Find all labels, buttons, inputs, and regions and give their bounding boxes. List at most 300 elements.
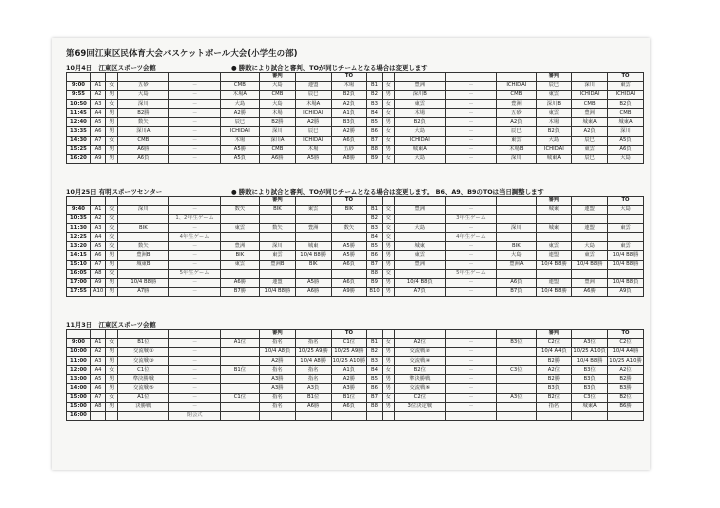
- table-cell: B2負: [536, 127, 572, 136]
- table-cell: A2勝: [295, 118, 331, 127]
- table-cell: B7負: [497, 287, 536, 296]
- table-cell: [445, 411, 496, 420]
- table-cell: CMB: [497, 91, 536, 100]
- schedule-section-nov3: [66, 319, 644, 421]
- table-cell: 東雲: [536, 91, 572, 100]
- table-row: [67, 127, 644, 136]
- table-cell: 女: [382, 366, 394, 375]
- table-cell: B2位: [536, 393, 572, 402]
- table-cell: －: [445, 348, 496, 357]
- section-date: 11月3日 江東区スポーツ会館: [66, 321, 156, 329]
- table-cell: A6勝: [295, 402, 331, 411]
- table-cell: [331, 411, 367, 420]
- table-cell: 10/25 A10勝: [331, 357, 367, 366]
- header-cell: [367, 197, 382, 206]
- table-cell: －: [169, 242, 220, 251]
- table-header-row: [67, 73, 644, 82]
- header-cell: [106, 73, 118, 82]
- table-cell: 男: [382, 357, 394, 366]
- table-cell: [497, 384, 536, 393]
- header-cell: [497, 197, 536, 206]
- table-cell: C1位: [118, 366, 169, 375]
- table-cell: 準決勝戦: [394, 375, 445, 384]
- table-cell: B2: [367, 215, 382, 224]
- table-cell: ICHIDAI: [536, 145, 572, 154]
- table-cell: [260, 233, 296, 242]
- table-cell: [394, 215, 445, 224]
- table-cell: 準決勝戦: [118, 375, 169, 384]
- table-cell: 豊洲: [394, 82, 445, 91]
- table-cell: 城東A: [536, 154, 572, 163]
- table-cell: 木場: [295, 145, 331, 154]
- table-cell: －: [169, 348, 220, 357]
- table-cell: [118, 215, 169, 224]
- table-cell: 交: [382, 224, 394, 233]
- table-cell: 11:00: [67, 357, 91, 366]
- header-cell: [367, 330, 382, 339]
- table-cell: 男: [106, 348, 118, 357]
- table-cell: B9: [367, 278, 382, 287]
- table-cell: A9: [90, 154, 105, 163]
- header-cell: [106, 330, 118, 339]
- table-cell: 東雲: [220, 260, 259, 269]
- table-cell: 交流戦③: [118, 357, 169, 366]
- table-cell: 閉会式: [169, 411, 220, 420]
- table-cell: BIK: [497, 242, 536, 251]
- table-cell: A5: [90, 375, 105, 384]
- table-cell: 連盟: [536, 278, 572, 287]
- table-cell: －: [445, 357, 496, 366]
- table-cell: A10: [90, 287, 105, 296]
- table-cell: ICHIDAI: [295, 136, 331, 145]
- table-cell: 交流戦②: [394, 348, 445, 357]
- table-cell: B4: [367, 109, 382, 118]
- table-cell: B3: [367, 100, 382, 109]
- table-cell: －: [445, 278, 496, 287]
- table-cell: A6負: [497, 278, 536, 287]
- table-cell: CMB: [220, 82, 259, 91]
- table-cell: 城東: [295, 242, 331, 251]
- table-cell: 大島: [394, 127, 445, 136]
- table-cell: 男: [106, 384, 118, 393]
- table-cell: 東雲: [497, 136, 536, 145]
- table-cell: －: [445, 136, 496, 145]
- table-cell: －: [445, 118, 496, 127]
- table-cell: 大島: [572, 242, 608, 251]
- table-cell: B5: [367, 242, 382, 251]
- header-cell: TO: [331, 330, 367, 339]
- table-cell: ICHIDAI: [572, 91, 608, 100]
- header-cell: [118, 73, 169, 82]
- table-cell: A8: [90, 269, 105, 278]
- table-cell: 城東A: [572, 118, 608, 127]
- header-cell: [106, 197, 118, 206]
- table-cell: A3位: [497, 393, 536, 402]
- table-cell: 辰巳: [497, 127, 536, 136]
- table-cell: A6勝: [118, 145, 169, 154]
- table-cell: 女: [382, 100, 394, 109]
- schedule-section-oct4: [66, 62, 644, 164]
- table-row: [67, 384, 644, 393]
- table-cell: A1: [90, 82, 105, 91]
- table-cell: －: [445, 100, 496, 109]
- table-cell: A6負: [331, 402, 367, 411]
- table-cell: A6負: [331, 136, 367, 145]
- table-cell: 城東: [536, 206, 572, 215]
- table-cell: 10:00: [67, 348, 91, 357]
- table-cell: 17:00: [67, 278, 91, 287]
- table-cell: B8: [367, 269, 382, 278]
- table-cell: B2勝: [536, 375, 572, 384]
- table-cell: 東雲: [394, 251, 445, 260]
- table-cell: 女: [106, 366, 118, 375]
- table-cell: 14:15: [67, 251, 91, 260]
- header-cell: [445, 330, 496, 339]
- table-header-row: [67, 330, 644, 339]
- table-cell: C1位: [331, 339, 367, 348]
- table-cell: －: [169, 393, 220, 402]
- table-row: [67, 269, 644, 278]
- table-cell: B7: [367, 136, 382, 145]
- table-cell: －: [169, 375, 220, 384]
- table-cell: BIK: [260, 206, 296, 215]
- table-cell: －: [169, 384, 220, 393]
- table-cell: B2勝: [260, 118, 296, 127]
- header-cell: [445, 197, 496, 206]
- table-cell: A2勝: [331, 375, 367, 384]
- table-cell: [497, 357, 536, 366]
- table-cell: 東雲: [295, 206, 331, 215]
- table-cell: －: [445, 393, 496, 402]
- table-cell: B2勝: [118, 109, 169, 118]
- header-cell: [67, 73, 91, 82]
- table-cell: 12:00: [67, 366, 91, 375]
- table-cell: ICHIDAI: [608, 91, 644, 100]
- table-cell: ICHIDAI: [394, 136, 445, 145]
- table-cell: 辰巳: [536, 82, 572, 91]
- table-cell: A8: [90, 145, 105, 154]
- table-cell: 深川: [497, 154, 536, 163]
- table-cell: 11:45: [67, 109, 91, 118]
- table-cell: A6勝: [260, 154, 296, 163]
- table-cell: B5: [367, 118, 382, 127]
- table-cell: C3位: [497, 366, 536, 375]
- table-cell: A1負: [331, 366, 367, 375]
- table-row: [67, 91, 644, 100]
- table-cell: A5負: [220, 154, 259, 163]
- table-cell: A2勝: [220, 109, 259, 118]
- header-cell: [90, 197, 105, 206]
- table-cell: CMB: [260, 91, 296, 100]
- header-cell: [572, 330, 608, 339]
- table-cell: C2位: [394, 393, 445, 402]
- table-cell: A5: [90, 118, 105, 127]
- header-cell: 審判: [536, 330, 572, 339]
- table-cell: A5勝: [295, 278, 331, 287]
- table-cell: 深川: [118, 100, 169, 109]
- table-row: [67, 339, 644, 348]
- table-cell: －: [445, 375, 496, 384]
- table-cell: A2勝: [260, 357, 296, 366]
- table-cell: B1: [367, 339, 382, 348]
- table-cell: B3負: [536, 384, 572, 393]
- table-cell: B3負: [572, 375, 608, 384]
- table-cell: 木場: [536, 118, 572, 127]
- table-cell: BIK: [220, 251, 259, 260]
- table-cell: －: [445, 206, 496, 215]
- table-cell: A2: [90, 215, 105, 224]
- header-cell: [220, 330, 259, 339]
- table-cell: 男: [106, 357, 118, 366]
- table-cell: －: [445, 287, 496, 296]
- table-cell: 指名: [260, 393, 296, 402]
- table-cell: [497, 233, 536, 242]
- table-cell: A3: [90, 224, 105, 233]
- table-cell: 深川: [118, 206, 169, 215]
- table-cell: B2: [367, 348, 382, 357]
- table-cell: [220, 402, 259, 411]
- section-note: ● 勝敗により試合と審判、TOが同じチームとなる場合は変更します。 B6、A9、B9のTOは当日調整します: [231, 188, 544, 196]
- table-cell: 男: [106, 402, 118, 411]
- table-cell: A6: [90, 127, 105, 136]
- table-cell: [220, 348, 259, 357]
- table-cell: A2負: [572, 127, 608, 136]
- schedule-section-oct25: [66, 186, 644, 297]
- table-cell: 辰巳: [295, 91, 331, 100]
- table-cell: －: [445, 127, 496, 136]
- table-cell: [497, 402, 536, 411]
- table-cell: A1位: [220, 339, 259, 348]
- table-cell: [572, 411, 608, 420]
- table-cell: A2位: [394, 339, 445, 348]
- table-cell: 東雲: [260, 251, 296, 260]
- table-cell: －: [445, 251, 496, 260]
- header-cell: TO: [608, 197, 644, 206]
- table-cell: A9勝: [331, 287, 367, 296]
- table-cell: B4: [367, 366, 382, 375]
- table-cell: 大島: [220, 100, 259, 109]
- table-cell: B3: [367, 224, 382, 233]
- table-cell: 男: [106, 118, 118, 127]
- table-cell: 女: [382, 339, 394, 348]
- table-cell: [220, 233, 259, 242]
- table-cell: 女: [106, 136, 118, 145]
- table-cell: A9負: [608, 287, 644, 296]
- table-cell: A5勝: [295, 154, 331, 163]
- table-cell: 五砂: [331, 145, 367, 154]
- table-cell: 10/4 B8勝: [536, 260, 572, 269]
- table-header-row: [67, 197, 644, 206]
- table-row: [67, 411, 644, 420]
- table-cell: 12:25: [67, 233, 91, 242]
- table-cell: [295, 215, 331, 224]
- table-cell: －: [169, 402, 220, 411]
- table-cell: 指名: [260, 402, 296, 411]
- table-cell: 東雲: [536, 109, 572, 118]
- table-cell: 16:00: [67, 411, 91, 420]
- table-cell: 10/4 B8勝: [295, 251, 331, 260]
- table-cell: A3: [90, 100, 105, 109]
- table-cell: －: [169, 366, 220, 375]
- table-cell: 男: [382, 287, 394, 296]
- table-cell: 深川A: [260, 136, 296, 145]
- table-cell: A7負: [394, 287, 445, 296]
- table-cell: A2: [90, 91, 105, 100]
- table-cell: 城東: [536, 224, 572, 233]
- table-cell: 女: [382, 127, 394, 136]
- table-cell: 豊洲: [220, 242, 259, 251]
- table-cell: B2負: [331, 91, 367, 100]
- table-cell: [331, 215, 367, 224]
- table-cell: 豊洲B: [118, 251, 169, 260]
- table-cell: －: [169, 339, 220, 348]
- table-cell: A4: [90, 109, 105, 118]
- table-cell: 3位決定戦: [394, 402, 445, 411]
- table-cell: 数矢: [331, 224, 367, 233]
- table-cell: －: [445, 224, 496, 233]
- table-cell: A7勝: [118, 287, 169, 296]
- header-cell: [572, 197, 608, 206]
- table-cell: A3: [90, 357, 105, 366]
- table-cell: 男: [106, 91, 118, 100]
- table-cell: 男: [382, 145, 394, 154]
- table-cell: B3位: [497, 339, 536, 348]
- table-cell: 深川: [608, 127, 644, 136]
- header-cell: 審判: [260, 330, 296, 339]
- header-cell: TO: [331, 73, 367, 82]
- header-cell: [295, 197, 331, 206]
- table-cell: B2勝: [608, 375, 644, 384]
- table-cell: A8: [90, 402, 105, 411]
- table-cell: －: [169, 82, 220, 91]
- table-cell: 木場B: [497, 145, 536, 154]
- table-cell: B3勝: [608, 384, 644, 393]
- table-cell: [295, 269, 331, 278]
- table-cell: 指名: [260, 339, 296, 348]
- table-cell: [497, 411, 536, 420]
- table-cell: [220, 269, 259, 278]
- table-cell: －: [445, 339, 496, 348]
- table-cell: B3負: [331, 118, 367, 127]
- table-row: [67, 224, 644, 233]
- table-cell: B3: [367, 357, 382, 366]
- table-cell: 交: [106, 233, 118, 242]
- table-cell: 男: [106, 145, 118, 154]
- table-cell: 15:00: [67, 402, 91, 411]
- header-cell: [497, 330, 536, 339]
- table-cell: B6: [367, 251, 382, 260]
- table-cell: [118, 233, 169, 242]
- table-cell: 女: [382, 109, 394, 118]
- table-cell: A2負: [497, 118, 536, 127]
- table-cell: 東雲: [608, 82, 644, 91]
- table-cell: [90, 411, 105, 420]
- table-cell: 連盟: [536, 251, 572, 260]
- table-cell: A6勝: [572, 287, 608, 296]
- table-cell: 交流戦⑤: [118, 384, 169, 393]
- table-cell: 数矢: [260, 224, 296, 233]
- table-cell: 連盟: [295, 82, 331, 91]
- table-cell: －: [169, 224, 220, 233]
- table-cell: C1位: [220, 393, 259, 402]
- table-cell: [536, 269, 572, 278]
- table-cell: [572, 215, 608, 224]
- table-cell: 13:00: [67, 375, 91, 384]
- table-row: [67, 206, 644, 215]
- table-cell: －: [445, 260, 496, 269]
- table-cell: 10/4 B8負: [394, 278, 445, 287]
- table-cell: [536, 233, 572, 242]
- table-cell: 女: [382, 82, 394, 91]
- table-cell: 木場A: [220, 91, 259, 100]
- table-cell: [608, 411, 644, 420]
- table-cell: 木場A: [295, 100, 331, 109]
- table-cell: [497, 375, 536, 384]
- table-cell: A6: [90, 384, 105, 393]
- table-cell: A1: [90, 206, 105, 215]
- table-cell: 15:10: [67, 260, 91, 269]
- table-row: [67, 375, 644, 384]
- table-cell: 15:00: [67, 393, 91, 402]
- table-cell: －: [169, 109, 220, 118]
- table-cell: A6負: [331, 278, 367, 287]
- table-cell: 男: [382, 251, 394, 260]
- table-cell: 数矢: [220, 206, 259, 215]
- table-cell: ICHIDAI: [497, 82, 536, 91]
- table-cell: 東雲: [608, 224, 644, 233]
- header-cell: [572, 73, 608, 82]
- table-cell: 豊洲A: [497, 260, 536, 269]
- table-row: [67, 145, 644, 154]
- table-cell: －: [169, 127, 220, 136]
- table-cell: 辰巳: [220, 118, 259, 127]
- table-cell: －: [445, 402, 496, 411]
- table-row: [67, 100, 644, 109]
- table-cell: [106, 411, 118, 420]
- table-cell: 木場: [260, 109, 296, 118]
- table-cell: 城東A: [572, 402, 608, 411]
- table-cell: BIK: [295, 260, 331, 269]
- table-cell: A4: [90, 233, 105, 242]
- table-cell: 交流戦⑥: [394, 384, 445, 393]
- schedule-document: [52, 38, 650, 470]
- table-cell: 10/25 A10負: [572, 348, 608, 357]
- table-cell: B2勝: [536, 357, 572, 366]
- table-cell: B1: [367, 206, 382, 215]
- table-cell: 女: [106, 393, 118, 402]
- table-cell: 大島: [608, 154, 644, 163]
- table-cell: A6負: [331, 260, 367, 269]
- table-row: [67, 393, 644, 402]
- table-cell: 交: [106, 224, 118, 233]
- table-cell: －: [169, 118, 220, 127]
- table-row: [67, 287, 644, 296]
- table-cell: [220, 357, 259, 366]
- table-cell: 男: [382, 348, 394, 357]
- table-cell: 豊洲: [497, 100, 536, 109]
- table-cell: 深川: [260, 242, 296, 251]
- table-cell: [497, 206, 536, 215]
- header-cell: 審判: [260, 197, 296, 206]
- header-cell: [445, 73, 496, 82]
- table-cell: 豊洲: [394, 206, 445, 215]
- table-cell: 木場: [331, 82, 367, 91]
- table-cell: 女: [382, 136, 394, 145]
- header-cell: 審判: [536, 197, 572, 206]
- table-cell: B6: [367, 127, 382, 136]
- header-cell: [382, 197, 394, 206]
- header-cell: TO: [608, 73, 644, 82]
